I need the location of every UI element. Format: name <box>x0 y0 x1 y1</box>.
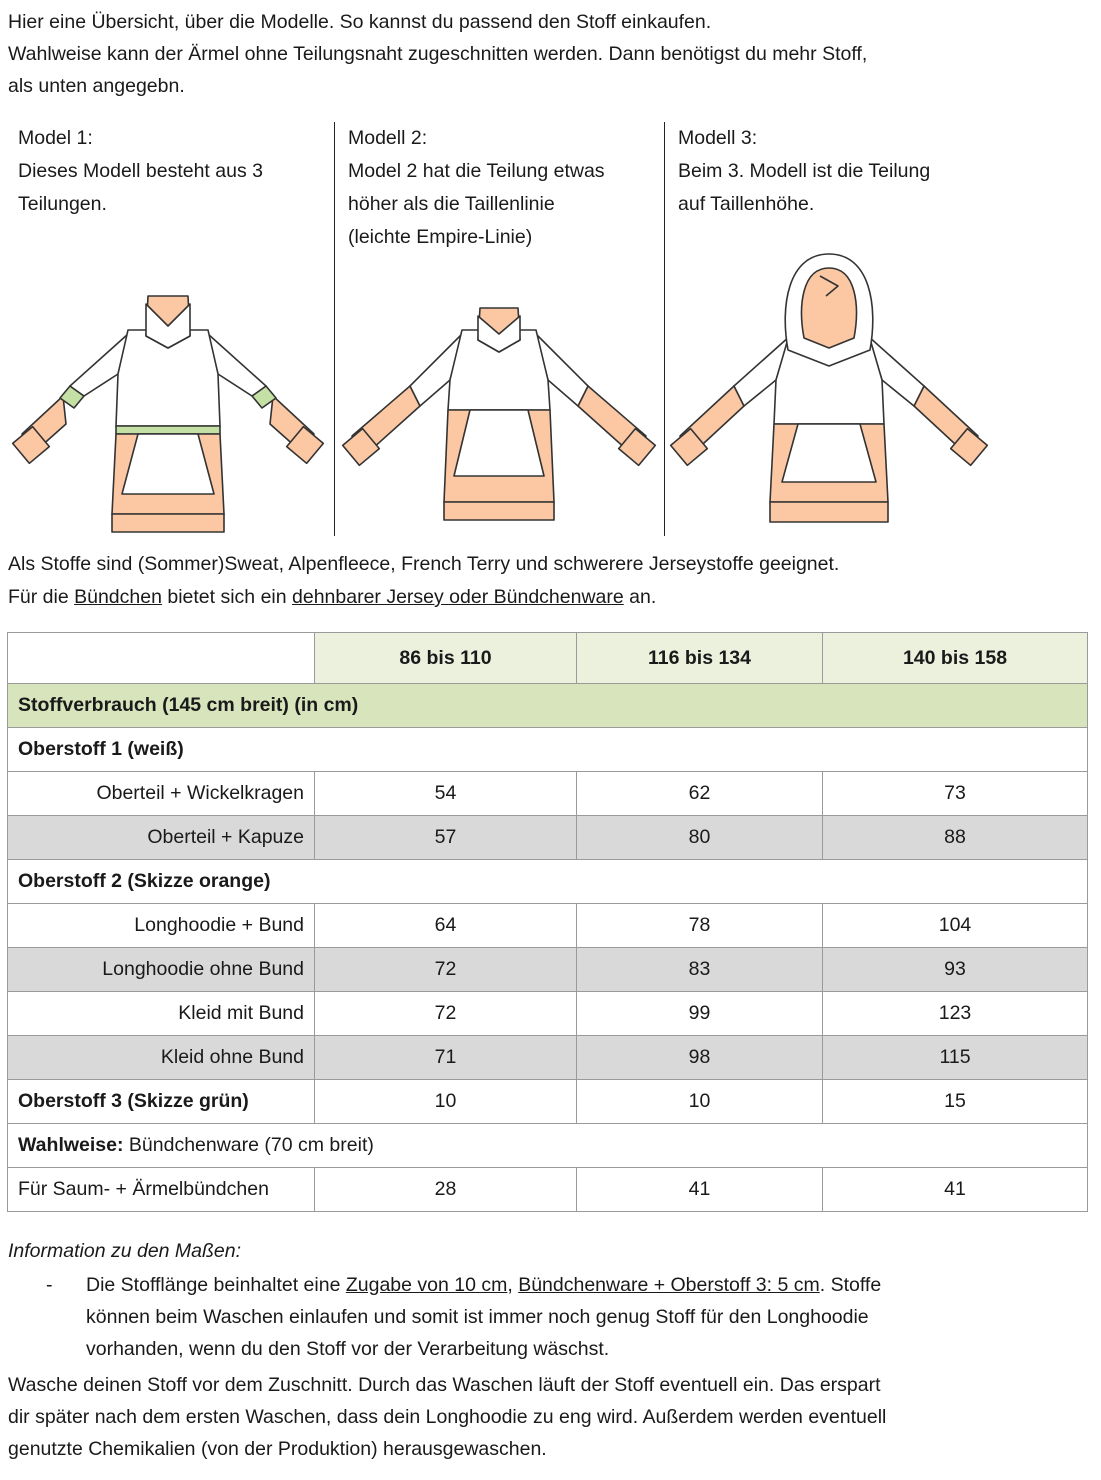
model-2-desc-1: Model 2 hat die Teilung etwas <box>348 160 605 182</box>
row-label: Oberteil + Kapuze <box>8 816 315 860</box>
wash-line-3: genutzte Chemikalien (von der Produktion) herausgewaschen. <box>8 1438 547 1460</box>
table-row <box>8 1036 1088 1080</box>
model-3-desc-2: auf Taillenhöhe. <box>678 193 815 215</box>
intro-line-3: als unten angegebn. <box>8 75 185 97</box>
intro-text <box>8 6 1088 102</box>
row-label: Longhoodie + Bund <box>8 904 315 948</box>
cell-value: 54 <box>315 772 577 816</box>
cell-value: 72 <box>315 948 577 992</box>
fabric-note-line-2 <box>8 581 1088 614</box>
cell-value: 10 <box>577 1080 823 1124</box>
model-overview <box>8 122 998 536</box>
divider-2 <box>664 122 665 536</box>
table-row <box>8 1168 1088 1212</box>
table-row <box>8 1080 1088 1124</box>
table-row <box>8 816 1088 860</box>
cell-value: 41 <box>823 1168 1088 1212</box>
wash-line-1: Wasche deinen Stoff vor dem Zuschnitt. Durch das Waschen läuft der Stoff eventuell ein. Das erspart <box>8 1374 881 1396</box>
section-row <box>8 684 1088 728</box>
table-row <box>8 948 1088 992</box>
model-1-desc-2: Teilungen. <box>18 193 107 215</box>
bullet-text: Die Stofflänge beinhaltet eine <box>86 1274 346 1296</box>
hoodie-sketch-2 <box>338 306 660 536</box>
cell-value: 80 <box>577 816 823 860</box>
wash-paragraph <box>8 1369 1088 1465</box>
hoodie-sketch-3 <box>668 246 990 536</box>
info-heading: Information zu den Maßen: <box>8 1240 242 1262</box>
group-row <box>8 728 1088 772</box>
optional-heading <box>8 1124 1088 1168</box>
header-size-1: 86 bis 110 <box>315 633 577 684</box>
jersey-term: dehnbarer Jersey oder Bündchenware <box>292 586 624 608</box>
table-row <box>8 772 1088 816</box>
cell-value: 98 <box>577 1036 823 1080</box>
cuff-allowance-term: Bündchenware + Oberstoff 3: 5 cm <box>518 1274 820 1296</box>
intro-line-2: Wahlweise kann der Ärmel ohne Teilungsnaht zugeschnitten werden. Dann benötigst du mehr Stoff, <box>8 43 868 65</box>
cell-value: 78 <box>577 904 823 948</box>
group-oberstoff-2: Oberstoff 2 (Skizze orange) <box>8 860 1088 904</box>
model-1 <box>8 122 330 536</box>
cell-value: 88 <box>823 816 1088 860</box>
bullet-text: . Stoffe <box>819 1274 882 1296</box>
cell-value: 99 <box>577 992 823 1036</box>
header-size-2: 116 bis 134 <box>577 633 823 684</box>
optional-row <box>8 1124 1088 1168</box>
model-2-desc-3: (leichte Empire-Linie) <box>348 226 533 248</box>
model-3-desc-1: Beim 3. Modell ist die Teilung <box>678 160 931 182</box>
hoodie-sketch-1 <box>8 286 330 536</box>
row-label: Longhoodie ohne Bund <box>8 948 315 992</box>
model-1-desc-1: Dieses Modell besteht aus 3 <box>18 160 263 182</box>
row-label-oberstoff-3: Oberstoff 3 (Skizze grün) <box>8 1080 315 1124</box>
cell-value: 123 <box>823 992 1088 1036</box>
cell-value: 104 <box>823 904 1088 948</box>
optional-text: Bündchenware (70 cm breit) <box>123 1134 374 1156</box>
wash-line-2: dir später nach dem ersten Waschen, dass dein Longhoodie zu eng wird. Außerdem werden eventuell <box>8 1406 887 1428</box>
cell-value: 93 <box>823 948 1088 992</box>
cell-value: 57 <box>315 816 577 860</box>
cell-value: 71 <box>315 1036 577 1080</box>
row-label: Für Saum- + Ärmelbündchen <box>8 1168 315 1212</box>
header-empty-cell <box>8 633 315 684</box>
row-label: Kleid ohne Bund <box>8 1036 315 1080</box>
fabric-note-text: Für die <box>8 586 75 608</box>
cell-value: 62 <box>577 772 823 816</box>
model-2 <box>338 122 660 536</box>
section-title: Stoffverbrauch (145 cm breit) (in cm) <box>8 684 1088 728</box>
bullet-dash: - <box>46 1274 53 1296</box>
model-3-title: Modell 3: <box>678 127 758 149</box>
cell-value: 15 <box>823 1080 1088 1124</box>
cell-value: 28 <box>315 1168 577 1212</box>
bullet-line-1 <box>86 1269 1088 1301</box>
info-bullet <box>8 1269 1088 1365</box>
header-size-3: 140 bis 158 <box>823 633 1088 684</box>
group-row <box>8 860 1088 904</box>
model-3 <box>668 122 990 536</box>
model-2-desc-2: höher als die Taillenlinie <box>348 193 555 215</box>
table-header-row <box>8 633 1088 684</box>
cell-value: 115 <box>823 1036 1088 1080</box>
cell-value: 83 <box>577 948 823 992</box>
cell-value: 73 <box>823 772 1088 816</box>
fabric-table <box>7 632 1088 1212</box>
model-2-title: Modell 2: <box>348 127 428 149</box>
row-label: Oberteil + Wickelkragen <box>8 772 315 816</box>
cell-value: 10 <box>315 1080 577 1124</box>
bullet-line-3: vorhanden, wenn du den Stoff vor der Verarbeitung wäschst. <box>86 1338 610 1360</box>
intro-line-1: Hier eine Übersicht, über die Modelle. So kannst du passend den Stoff einkaufen. <box>8 11 712 33</box>
row-label: Kleid mit Bund <box>8 992 315 1036</box>
fabric-note-text: an. <box>623 586 657 608</box>
cell-value: 64 <box>315 904 577 948</box>
model-1-title: Model 1: <box>18 127 93 149</box>
table-row <box>8 992 1088 1036</box>
fabric-note <box>8 548 1088 614</box>
group-oberstoff-1: Oberstoff 1 (weiß) <box>8 728 1088 772</box>
table-row <box>8 904 1088 948</box>
fabric-note-text: bietet sich ein <box>161 586 293 608</box>
info-section <box>8 1235 1088 1465</box>
allowance-term: Zugabe von 10 cm <box>345 1274 508 1296</box>
cell-value: 41 <box>577 1168 823 1212</box>
buendchen-term: Bündchen <box>74 586 162 608</box>
optional-label: Wahlweise: <box>18 1134 124 1156</box>
cell-value: 72 <box>315 992 577 1036</box>
bullet-text: , <box>507 1274 519 1296</box>
fabric-note-line-1: Als Stoffe sind (Sommer)Sweat, Alpenfleece, French Terry und schwerere Jerseystoffe geeignet. <box>8 553 840 575</box>
divider-1 <box>334 122 335 536</box>
bullet-line-2: können beim Waschen einlaufen und somit ist immer noch genug Stoff für den Longhoodie <box>86 1306 869 1328</box>
